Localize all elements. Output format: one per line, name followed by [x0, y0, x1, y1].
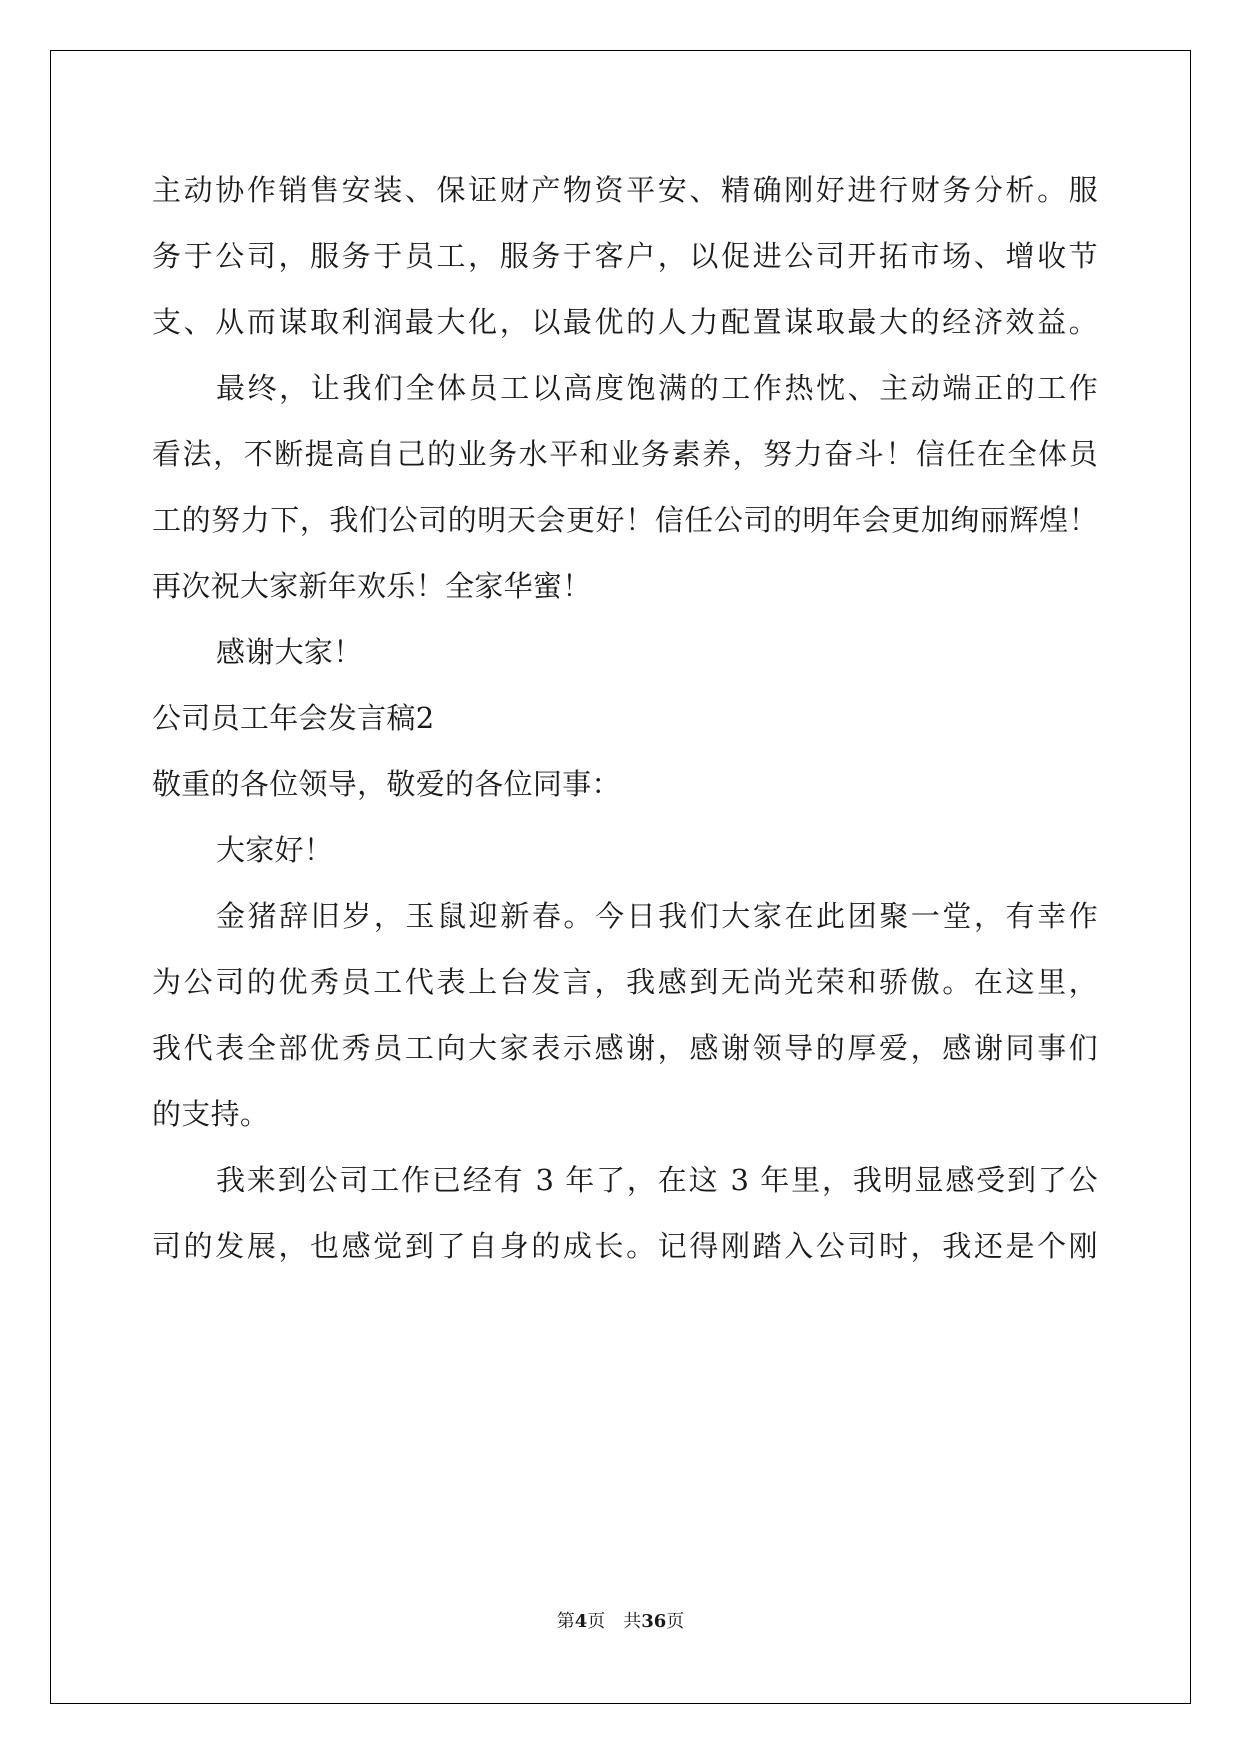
- text-line: 支、从而谋取利润最大化，以最优的人力配置谋取最大的经济效益。: [152, 305, 1098, 339]
- text-line: 感谢大家！: [216, 635, 363, 669]
- salutation: 敬重的各位领导，敬爱的各位同事：: [152, 767, 621, 801]
- text-line: 我代表全部优秀员工向大家表示感谢，感谢领导的厚爱，感谢同事们: [152, 1031, 1098, 1065]
- page-prefix: 第: [556, 1611, 575, 1632]
- text-line: 最终，让我们全体员工以高度饱满的工作热忱、主动端正的工作: [216, 371, 1098, 405]
- text-line: 务于公司，服务于员工，服务于客户，以促进公司开拓市场、增收节: [152, 239, 1098, 273]
- total-pages: 36: [641, 1611, 667, 1632]
- section-heading: 公司员工年会发言稿2: [152, 701, 435, 735]
- page-number: 4: [574, 1611, 588, 1632]
- page-suffix: 页: [587, 1611, 606, 1632]
- text-line: 金猪辞旧岁，玉鼠迎新春。今日我们大家在此团聚一堂，有幸作: [216, 899, 1098, 933]
- text-line: 司的发展，也感觉到了自身的成长。记得刚踏入公司时，我还是个刚: [152, 1229, 1098, 1263]
- page-footer: [0, 1610, 1241, 1634]
- text-line: 看法，不断提高自己的业务水平和业务素养，努力奋斗！信任在全体员: [152, 437, 1098, 471]
- total-suffix: 页: [666, 1611, 685, 1632]
- text-line: 再次祝大家新年欢乐！全家华蜜！: [152, 569, 592, 603]
- greeting: 大家好！: [216, 833, 334, 867]
- text-line: 我来到公司工作已经有 3 年了，在这 3 年里，我明显感受到了公: [216, 1163, 1098, 1197]
- total-prefix: 共: [623, 1611, 642, 1632]
- text-line: 的支持。: [152, 1097, 270, 1131]
- text-line: 工的努力下，我们公司的明天会更好！信任公司的明年会更加绚丽辉煌！: [152, 503, 1098, 537]
- text-line: 为公司的优秀员工代表上台发言，我感到无尚光荣和骄傲。在这里，: [152, 965, 1098, 999]
- text-line: 主动协作销售安装、保证财产物资平安、精确刚好进行财务分析。服: [152, 173, 1098, 207]
- document-body: [152, 157, 1098, 1279]
